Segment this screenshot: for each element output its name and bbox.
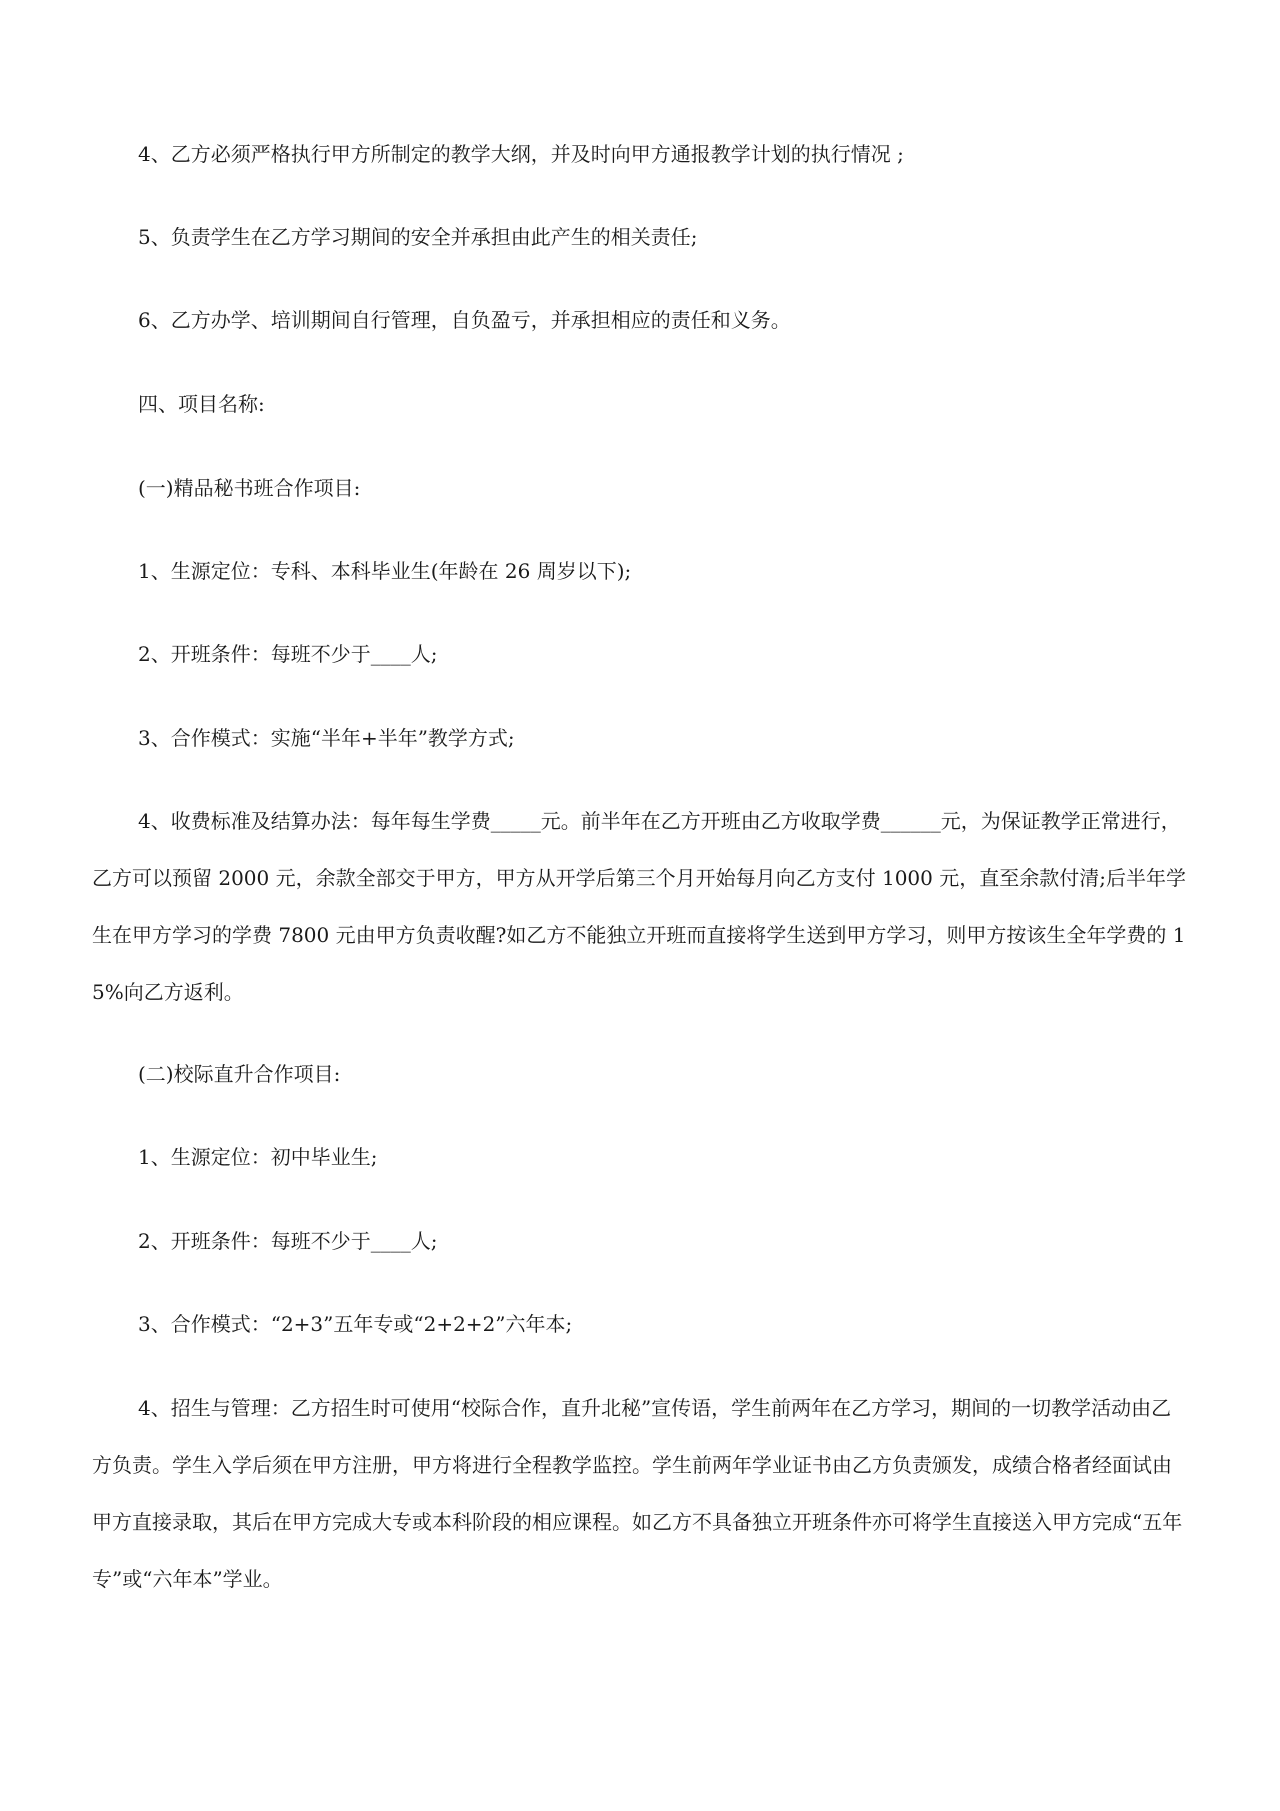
item-4-enrollment-management: 4、招生与管理：乙方招生时可使用“校际合作，直升北秘”宣传语，学生前两年在乙方学习，期间的一切教学活动由乙方负责。学生入学后须在甲方注册，甲方将进行全程教学监控。学生前两年学业证书由乙方负责颁发，成绩合格者经面试由甲方直接录取，其后在甲方完成大专或本科阶段的相应课程。如乙方不具备独立开班条件亦可将学生直接送入甲方完成“五年专”或“六年本”学业。: [92, 1396, 1183, 1591]
clause-4-teaching-syllabus: 4、乙方必须严格执行甲方所制定的教学大纲，并及时向甲方通报教学计划的执行情况 ;: [138, 142, 904, 166]
section-heading-project-names: 四、项目名称:: [138, 392, 265, 416]
clause-5-student-safety: 5、负责学生在乙方学习期间的安全并承担由此产生的相关责任;: [138, 225, 698, 249]
item-2-class-condition-second: 2、开班条件：每班不少于____人;: [138, 1229, 438, 1253]
clause-6-self-management: 6、乙方办学、培训期间自行管理，自负盈亏，并承担相应的责任和义务。: [138, 308, 791, 332]
item-2-class-condition: 2、开班条件：每班不少于____人;: [138, 642, 438, 666]
item-3-cooperation-mode: 3、合作模式：实施“半年+半年”教学方式;: [138, 726, 515, 750]
item-1-student-source: 1、生源定位：专科、本科毕业生(年龄在 26 周岁以下);: [138, 559, 632, 583]
item-3-cooperation-mode-second: 3、合作模式：“2+3”五年专或“2+2+2”六年本;: [138, 1312, 573, 1336]
item-1-student-source-junior: 1、生源定位：初中毕业生;: [138, 1145, 378, 1169]
subsection-heading-secretary-class: (一)精品秘书班合作项目:: [138, 476, 361, 500]
subsection-heading-direct-promotion: (二)校际直升合作项目:: [138, 1062, 341, 1086]
item-4-fees-settlement: 4、收费标准及结算办法：每年每生学费_____元。前半年在乙方开班由乙方收取学费______元，为保证教学正常进行，乙方可以预留 2000 元，余款全部交于甲方，甲方从开学后第三个月开始每月向乙方支付 1000 元，直至余款付清;后半年学生在甲方学习的学费 7800 元由甲方负责收醒?如乙方不能独立开班而直接将学生送到甲方学习，则甲方按该生全年学费的 15%向乙方返利。: [92, 809, 1186, 1004]
